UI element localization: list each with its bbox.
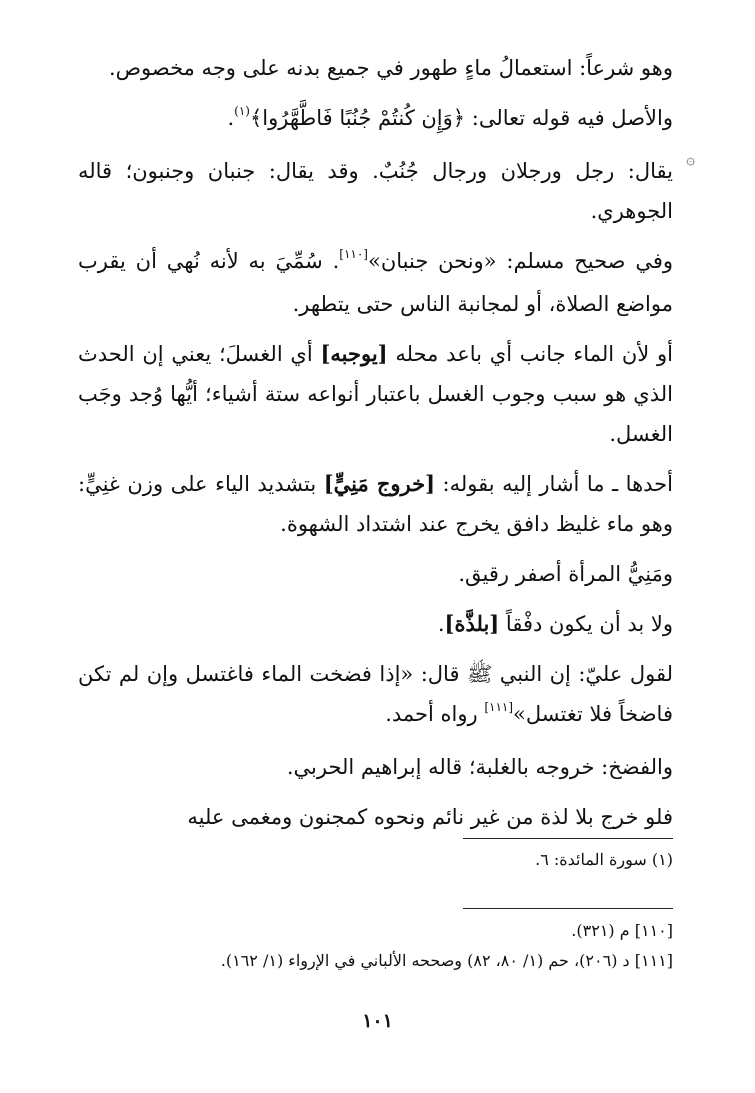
matn-text: [بلذَّة] bbox=[444, 611, 500, 636]
paragraph bbox=[78, 747, 673, 787]
footnote: [١١١] د (٢٠٦)، حم (١/ ٨٠، ٨٢) وصححه الألباني في الإرواء (١/ ١٦٢). bbox=[220, 951, 673, 970]
paragraph bbox=[78, 151, 673, 231]
paragraph bbox=[78, 48, 673, 88]
paragraph-text: أو لأن الماء جانب أي باعد محله bbox=[387, 342, 673, 366]
footnote-ref: [١١١] bbox=[484, 700, 514, 714]
paragraph bbox=[78, 334, 673, 454]
paragraph-verse: والأصل فيه قوله تعالى: ﴿وَإِن كُنتُمْ جُنُبًا فَاطَّهَّرُوا﴾$^{(١)}$. bbox=[227, 104, 673, 130]
verse-text: والأصل فيه قوله تعالى: ﴿وَإِن كُنتُمْ جُنُبًا فَاطَّهَّرُوا﴾ bbox=[249, 106, 673, 130]
page-number: ١٠١ bbox=[362, 1010, 393, 1032]
paragraph-text: فلو خرج بلا لذة من غير نائم ونحوه كمجنون ومغمى عليه bbox=[187, 805, 673, 829]
paragraph-text: والفضخ: خروجه بالغلبة؛ قاله إبراهيم الحربي. bbox=[286, 755, 673, 779]
paragraph-text: ومَنِيُّ المرأة أصفر رقيق. bbox=[458, 562, 673, 586]
paragraph-text: رواه أحمد. bbox=[385, 702, 485, 726]
paragraph bbox=[78, 241, 673, 324]
footnote: (١) سورة المائدة: ٦. bbox=[535, 850, 673, 869]
paragraph-text: . bbox=[437, 612, 445, 636]
paragraph-text: ولا بد أن يكون دفْقاً bbox=[499, 612, 673, 636]
footnote-divider bbox=[463, 838, 673, 839]
quran-footnotes bbox=[78, 845, 673, 875]
footnote-ref: (١) bbox=[234, 104, 250, 118]
paragraph bbox=[78, 604, 673, 644]
paragraph bbox=[78, 464, 673, 544]
paragraph bbox=[78, 797, 673, 837]
matn-text: [يوجبه] bbox=[320, 341, 388, 366]
footnote-divider bbox=[463, 908, 673, 909]
paragraph-text: . سُمِّيَ به لأنه نُهي أن يقرب مواضع الصلاة، أو لمجانبة الناس حتى يتطهر. bbox=[78, 249, 673, 316]
paragraph-text: وهو شرعاً: استعمالُ ماءٍ طهور في جميع بدنه على وجه مخصوص. bbox=[108, 56, 673, 80]
paragraph-text: بتشديد الياء على وزن غنِيٍّ: وهو ماء غليظ دافق يخرج عند اشتداد الشهوة. bbox=[78, 472, 673, 536]
paragraph-text: يقال: رجل ورجلان ورجال جُنُبٌ. وقد يقال: جنبان وجنبون؛ قاله الجوهري. bbox=[78, 159, 673, 223]
paragraph-text: لقول عليّ: إن النبي ﷺ قال: «إذا فضخت الماء فاغتسل وإن لم تكن فاضخاً فلا تغتسل» bbox=[78, 662, 673, 726]
paragraph-text: أحدها ـ ما أشار إليه بقوله: bbox=[435, 472, 673, 496]
footnote: [١١٠] م (٣٢١). bbox=[571, 921, 673, 940]
matn-text: [خروج مَنِيٍّ] bbox=[323, 471, 436, 496]
paragraph bbox=[78, 654, 673, 737]
main-text bbox=[78, 48, 673, 847]
hadith-footnotes bbox=[78, 916, 673, 976]
footnote-ref: [١١٠] bbox=[339, 247, 368, 261]
paragraph-text: وفي صحيح مسلم: «ونحن جنبان» bbox=[367, 249, 673, 273]
verse-marker-icon: ۞ bbox=[686, 150, 695, 168]
paragraph bbox=[78, 554, 673, 594]
paragraph-text: أي الغسلَ؛ يعني إن الحدث الذي هو سبب وجوب الغسل باعتبار أنواعه ستة أشياء؛ أيُّها وُجد وجَب الغسل. bbox=[78, 342, 673, 446]
